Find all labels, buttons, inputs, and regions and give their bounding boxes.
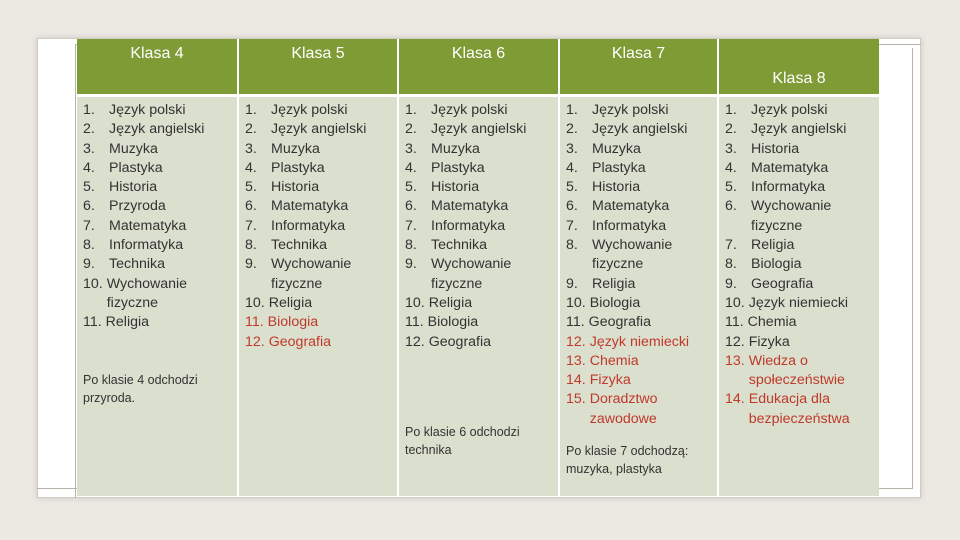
subject-number: 13.	[566, 352, 586, 369]
subject-number: 4.	[725, 159, 737, 176]
column-klasa-7	[559, 96, 718, 497]
subject-number: 3.	[725, 140, 737, 157]
subject-item	[405, 140, 554, 159]
subject-name: Technika	[271, 237, 327, 254]
subject-name: Religia	[592, 275, 636, 292]
subject-item	[566, 140, 713, 159]
subject-name: Informatyka	[431, 217, 506, 234]
subject-name: Geografia	[588, 314, 651, 331]
subject-number: 7.	[83, 217, 95, 234]
subject-number: 6.	[725, 198, 737, 215]
subject-item	[405, 333, 554, 352]
subject-number: 8.	[405, 237, 417, 254]
subject-name: Historia	[751, 140, 800, 157]
subject-name: Biologia	[751, 256, 802, 273]
subject-name: Technika	[109, 256, 165, 273]
subject-item	[405, 178, 554, 197]
subject-item	[405, 236, 554, 255]
subject-item	[83, 140, 233, 159]
subject-name: Geografia	[268, 333, 332, 350]
subject-item	[725, 390, 875, 429]
subject-name: Wychowanie fizyczne	[751, 198, 832, 234]
subject-name: Język polski	[109, 102, 186, 118]
subject-item	[725, 333, 875, 352]
header-klasa-5: Klasa 5	[238, 39, 398, 96]
subject-item	[245, 120, 393, 139]
subject-name: Język angielski	[751, 121, 847, 138]
subject-list	[566, 101, 713, 429]
subject-name: Muzyka	[271, 140, 320, 157]
subject-item	[83, 178, 233, 197]
subject-item	[245, 159, 393, 178]
subject-item	[725, 197, 875, 236]
subject-item	[83, 217, 233, 236]
subject-name: Geografia	[751, 275, 814, 292]
subject-number: 5.	[566, 179, 578, 196]
subject-name: Muzyka	[431, 140, 480, 157]
subject-number: 11.	[566, 314, 585, 331]
subject-number: 3.	[405, 140, 417, 157]
subject-item	[405, 217, 554, 236]
subject-number: 2.	[245, 121, 257, 138]
subject-number: 4.	[83, 159, 95, 176]
subject-name: Język niemiecki	[589, 333, 690, 350]
subject-number: 10.	[566, 294, 586, 311]
subject-name: Język polski	[592, 102, 669, 118]
subject-item	[725, 140, 875, 159]
subject-item	[725, 313, 875, 332]
subject-number: 8.	[83, 237, 95, 254]
subject-name: Plastyka	[109, 159, 163, 176]
header-klasa-8: Klasa 8	[718, 39, 879, 96]
subject-name: Matematyka	[109, 217, 187, 234]
subject-name: Plastyka	[271, 159, 325, 176]
subject-number: 11.	[83, 314, 102, 331]
subject-item	[566, 159, 713, 178]
subject-number: 8.	[245, 237, 257, 254]
subject-item	[725, 178, 875, 197]
subject-number: 6.	[83, 198, 95, 215]
subject-number: 1.	[405, 102, 417, 118]
subject-item	[245, 294, 393, 313]
subject-name: Chemia	[589, 352, 639, 369]
subject-number: 1.	[566, 102, 578, 118]
subject-number: 5.	[83, 179, 95, 196]
subject-item	[566, 101, 713, 120]
subject-name: Język polski	[271, 102, 348, 118]
subject-number: 9.	[566, 275, 578, 292]
subject-name: Język angielski	[431, 121, 527, 138]
subject-name: Język angielski	[109, 121, 205, 138]
subject-number: 14.	[725, 391, 745, 408]
subject-item	[245, 236, 393, 255]
subject-item	[245, 140, 393, 159]
subject-number: 1.	[725, 102, 737, 118]
subject-item	[245, 217, 393, 236]
subject-name: Matematyka	[431, 198, 509, 215]
subject-item	[245, 255, 393, 294]
subject-item	[405, 120, 554, 139]
subject-list	[245, 101, 393, 352]
subject-item	[566, 390, 713, 429]
subject-number: 8.	[725, 256, 737, 273]
subject-number: 4.	[405, 159, 417, 176]
subject-number: 6.	[566, 198, 578, 215]
subject-number: 2.	[83, 121, 95, 138]
subject-item	[566, 333, 713, 352]
subject-item	[245, 333, 393, 352]
subject-item	[566, 275, 713, 294]
subject-name: Biologia	[589, 294, 641, 311]
column-klasa-6	[398, 96, 559, 497]
subject-item	[725, 159, 875, 178]
subject-item	[725, 352, 875, 391]
subject-item	[405, 313, 554, 332]
subject-name: Język angielski	[592, 121, 688, 138]
subject-number: 6.	[405, 198, 417, 215]
subject-item	[405, 159, 554, 178]
subject-number: 2.	[566, 121, 578, 138]
subject-item	[83, 255, 233, 274]
subject-number: 3.	[245, 140, 257, 157]
subject-number: 11.	[405, 314, 424, 331]
subject-name: Język niemiecki	[748, 294, 849, 311]
subject-list	[405, 101, 554, 352]
subject-item	[566, 178, 713, 197]
subject-item	[245, 101, 393, 120]
subject-number: 8.	[566, 237, 578, 254]
frame-decoration-right	[912, 48, 913, 488]
subject-item	[405, 294, 554, 313]
subject-name: Informatyka	[271, 217, 346, 234]
subject-number: 2.	[405, 121, 417, 138]
subject-number: 12.	[725, 333, 745, 350]
subject-item	[405, 101, 554, 120]
subject-item	[566, 371, 713, 390]
subject-number: 11.	[725, 314, 744, 331]
column-note: Po klasie 6 odchodzi technika	[405, 425, 520, 457]
subject-item	[566, 352, 713, 371]
subject-name: Przyroda	[109, 198, 166, 215]
subject-name: Muzyka	[109, 140, 158, 157]
subject-name: Geografia	[428, 333, 492, 350]
subject-number: 1.	[83, 102, 95, 118]
subject-name: Religia	[751, 237, 795, 254]
subject-name: Fizyka	[748, 333, 790, 350]
subject-name: Matematyka	[751, 159, 829, 176]
subject-name: Wiedza o społeczeństwie	[748, 352, 845, 389]
subject-item	[566, 217, 713, 236]
subject-number: 7.	[725, 237, 737, 254]
column-note: Po klasie 7 odchodzą: muzyka, plastyka	[566, 444, 689, 476]
subject-number: 10.	[245, 294, 265, 311]
column-klasa-8	[718, 96, 879, 497]
subject-name: Plastyka	[431, 159, 485, 176]
subject-name: Historia	[592, 179, 641, 196]
subject-number: 10.	[725, 294, 745, 311]
subject-item	[245, 178, 393, 197]
subject-name: Fizyka	[589, 372, 631, 389]
subject-item	[405, 197, 554, 216]
subject-number: 11.	[245, 314, 264, 331]
subject-item	[725, 101, 875, 120]
header-klasa-6: Klasa 6	[398, 39, 559, 96]
subject-name: Technika	[431, 237, 487, 254]
subject-number: 7.	[405, 217, 417, 234]
subject-number: 4.	[245, 159, 257, 176]
column-klasa-5	[238, 96, 398, 497]
subject-name: Język polski	[431, 102, 508, 118]
subject-name: Historia	[109, 179, 158, 196]
subject-item	[405, 255, 554, 294]
subject-list	[725, 101, 875, 429]
subject-name: Religia	[268, 294, 313, 311]
subject-number: 10.	[405, 294, 425, 311]
subjects-table	[77, 39, 879, 496]
subject-name: Muzyka	[592, 140, 641, 157]
subject-item	[83, 275, 233, 314]
header-row	[77, 39, 879, 96]
subject-number: 9.	[725, 275, 737, 292]
subject-number: 7.	[245, 217, 257, 234]
subject-number: 15.	[566, 391, 586, 408]
subject-item	[83, 101, 233, 120]
subject-item	[566, 294, 713, 313]
subject-name: Informatyka	[592, 217, 667, 234]
subject-item	[83, 236, 233, 255]
subject-name: Religia	[428, 294, 473, 311]
subject-name: Informatyka	[751, 179, 826, 196]
subject-name: Wychowanie fizyczne	[592, 237, 673, 273]
subject-number: 5.	[725, 179, 737, 196]
subject-number: 14.	[566, 372, 586, 389]
subject-number: 6.	[245, 198, 257, 215]
subject-name: Wychowanie fizyczne	[106, 275, 188, 311]
subject-number: 5.	[405, 179, 417, 196]
subject-item	[725, 236, 875, 255]
header-klasa-4: Klasa 4	[77, 39, 238, 96]
subject-item	[83, 159, 233, 178]
subject-name: Historia	[271, 179, 320, 196]
column-klasa-4	[77, 96, 238, 497]
subject-name: Plastyka	[592, 159, 646, 176]
subject-name: Chemia	[747, 314, 797, 331]
subject-number: 13.	[725, 352, 745, 369]
subject-name: Biologia	[427, 314, 479, 331]
subject-name: Matematyka	[271, 198, 349, 215]
subject-item	[83, 197, 233, 216]
subject-name: Edukacja dla bezpieczeństwa	[748, 391, 850, 427]
subject-number: 4.	[566, 159, 578, 176]
subject-item	[725, 120, 875, 139]
subject-number: 12.	[405, 333, 425, 350]
subject-name: Wychowanie fizyczne	[271, 256, 352, 292]
subject-item	[725, 275, 875, 294]
subject-number: 12.	[566, 333, 586, 350]
column-note: Po klasie 4 odchodzi przyroda.	[83, 373, 198, 405]
subject-name: Wychowanie fizyczne	[431, 256, 512, 292]
subject-item	[725, 255, 875, 274]
subject-item	[566, 313, 713, 332]
subject-name: Matematyka	[592, 198, 670, 215]
subject-item	[245, 197, 393, 216]
subject-number: 3.	[83, 140, 95, 157]
subjects-row	[77, 96, 879, 497]
subject-list	[83, 101, 233, 333]
subject-number: 9.	[405, 256, 417, 273]
frame-decoration-left	[75, 44, 76, 498]
subject-number: 9.	[83, 256, 95, 273]
subject-number: 7.	[566, 217, 578, 234]
subject-number: 12.	[245, 333, 265, 350]
subject-number: 9.	[245, 256, 257, 273]
subject-item	[245, 313, 393, 332]
subject-item	[566, 197, 713, 216]
subject-item	[725, 294, 875, 313]
subject-name: Język polski	[751, 102, 828, 118]
subject-number: 2.	[725, 121, 737, 138]
subject-number: 1.	[245, 102, 257, 118]
subject-number: 10.	[83, 275, 103, 292]
subject-name: Historia	[431, 179, 480, 196]
subject-name: Biologia	[267, 314, 319, 331]
subject-item	[83, 313, 233, 332]
subject-number: 3.	[566, 140, 578, 157]
subject-name: Informatyka	[109, 237, 184, 254]
subject-name: Doradztwo zawodowe	[589, 391, 658, 427]
subject-item	[566, 120, 713, 139]
subject-item	[83, 120, 233, 139]
subject-name: Język angielski	[271, 121, 367, 138]
subject-item	[566, 236, 713, 275]
subject-name: Religia	[105, 314, 150, 331]
header-klasa-7: Klasa 7	[559, 39, 718, 96]
subject-number: 5.	[245, 179, 257, 196]
